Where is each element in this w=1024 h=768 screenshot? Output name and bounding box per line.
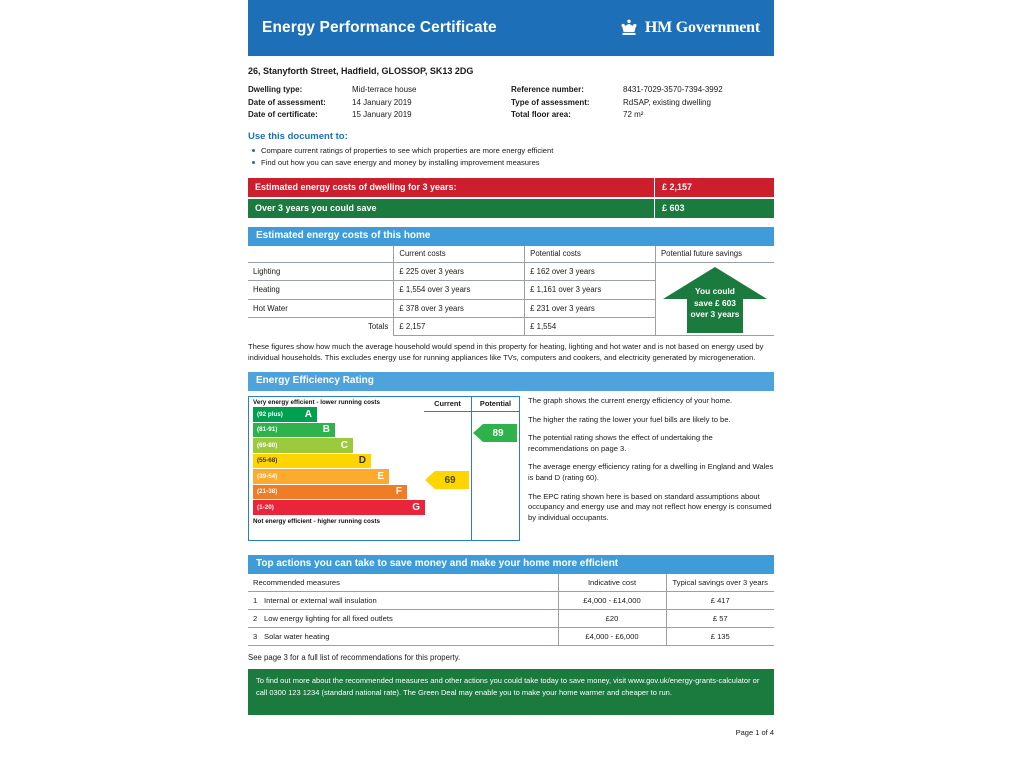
table-header-row [248, 574, 774, 592]
band-letter: B [322, 424, 330, 436]
table-header-row [248, 246, 774, 263]
band-c [253, 438, 353, 453]
hm-government-logo [619, 18, 760, 38]
eer-potential-marker [473, 424, 517, 442]
meta-label: Dwelling type: [248, 85, 303, 94]
band-e [253, 469, 389, 484]
band-range: (39-54) [257, 472, 278, 480]
cost-row-current: £ 1,554 over 3 years [394, 281, 525, 299]
hm-government-text: HM Government [644, 19, 760, 36]
col-header-potential: Potential costs [525, 246, 656, 263]
meta-label: Type of assessment: [511, 97, 590, 107]
eer-current-marker [425, 471, 469, 489]
eer-current-column [424, 396, 472, 541]
meta-row [248, 97, 511, 110]
col-header-future-savings: Potential future savings [655, 246, 774, 263]
eer-bottom-caption: Not energy efficient - higher running costs [253, 517, 380, 525]
cost-row-current: £ 225 over 3 years [394, 263, 525, 281]
col-header-savings: Typical savings over 3 years [666, 574, 774, 592]
band-letter: E [377, 470, 384, 482]
table-row [248, 592, 774, 610]
eer-section [248, 396, 774, 541]
band-range: (1-20) [257, 503, 274, 511]
cost-row-label: Heating [248, 281, 394, 299]
actions-section-title: Top actions you can take to save money and make your home more efficient [248, 555, 774, 574]
eer-section-title: Energy Efficiency Rating [248, 372, 774, 391]
cost-row-current: £ 378 over 3 years [394, 299, 525, 317]
meta-value: 15 January 2019 [352, 110, 412, 119]
eer-paragraph: The graph shows the current energy efficiency of your home. [528, 396, 733, 405]
meta-label: Total floor area: [511, 110, 571, 119]
page-footer: Page 1 of 4 [735, 728, 774, 737]
totals-potential: £ 1,554 [525, 317, 656, 335]
assessment-meta [248, 84, 774, 122]
page-header [248, 0, 774, 56]
band-letter: G [412, 501, 420, 513]
action-savings: £ 57 [666, 610, 774, 628]
band-range: (21-38) [257, 488, 278, 496]
meta-value: 8431-7029-3570-7394-3992 [623, 85, 723, 94]
band-letter: A [304, 408, 312, 420]
page-title: Energy Performance Certificate [262, 19, 497, 36]
arrow-line-2: save £ 603 [694, 297, 736, 308]
banner-label: Estimated energy costs of dwelling for 3 years: [248, 178, 654, 197]
list-item: Compare current ratings of properties to see which properties are more energy efficient [248, 145, 774, 157]
meta-value: Mid-terrace house [352, 85, 417, 94]
band-f [253, 485, 407, 500]
band-range: (55-68) [257, 457, 278, 465]
col-header-blank [248, 246, 394, 263]
action-savings: £ 417 [666, 592, 774, 610]
meta-row [511, 97, 774, 110]
action-measure-text: Internal or external wall insulation [264, 596, 377, 605]
action-measure [248, 610, 558, 628]
savings-arrow-cell [655, 263, 774, 336]
eer-band-list [249, 406, 424, 515]
band-d [253, 454, 371, 469]
banner-value: £ 603 [654, 199, 774, 218]
cost-row-label: Hot Water [248, 299, 394, 317]
eer-top-caption: Very energy efficient - lower running costs [253, 399, 381, 406]
eer-chart-area [248, 396, 520, 541]
band-range: (92 plus) [257, 410, 283, 418]
certificate-sheet [248, 0, 774, 737]
meta-value: 14 January 2019 [352, 97, 412, 107]
cost-row-potential: £ 162 over 3 years [525, 263, 656, 281]
estimated-costs-banner [248, 178, 774, 197]
totals-current: £ 2,157 [394, 317, 525, 335]
meta-value: 72 m² [623, 110, 644, 119]
meta-label: Date of assessment: [248, 97, 326, 107]
action-measure [248, 592, 558, 610]
table-row [248, 628, 774, 646]
potential-savings-banner [248, 199, 774, 218]
action-number: 1 [253, 596, 258, 605]
band-range: (81-91) [257, 426, 278, 434]
arrow-line-3: over 3 years [690, 309, 740, 319]
band-letter: C [340, 439, 348, 451]
estimated-costs-table [248, 246, 774, 337]
meta-column-left [248, 84, 511, 122]
meta-row [511, 84, 774, 97]
eer-paragraph: The potential rating shows the effect of undertaking the recommendations on page 3. [528, 433, 713, 453]
eer-current-value: 69 [444, 474, 456, 486]
action-number: 2 [253, 614, 258, 623]
action-cost: £4,000 - £14,000 [558, 592, 666, 610]
see-page-note: See page 3 for a full list of recommendations for this property. [248, 653, 461, 662]
totals-label: Totals [248, 317, 394, 335]
eer-rating-columns [424, 396, 520, 541]
eer-bands-chart [248, 396, 424, 541]
savings-arrow-text [656, 286, 774, 321]
eer-potential-column [472, 396, 520, 541]
eer-paragraph: The EPC rating shown here is based on standard assumptions about occupancy and energy use and may not reflect how energy is consumed by individual occupants. [528, 491, 772, 522]
meta-row [248, 84, 511, 97]
action-cost: £4,000 - £6,000 [558, 628, 666, 646]
table-row [248, 610, 774, 628]
col-header-cost: Indicative cost [558, 574, 666, 592]
eer-explanation [520, 396, 774, 541]
cost-row-label: Lighting [248, 263, 394, 281]
band-a [253, 407, 317, 422]
action-number: 3 [253, 632, 258, 641]
action-measure [248, 628, 558, 646]
banner-label: Over 3 years you could save [248, 199, 654, 218]
band-range: (69-80) [257, 441, 278, 449]
table-row [248, 263, 774, 281]
meta-column-right [511, 84, 774, 122]
eer-paragraph: The average energy efficiency rating for a dwelling in England and Wales is band D (rating 60). [528, 462, 774, 482]
action-measure-text: Low energy lighting for all fixed outlets [264, 614, 393, 623]
meta-value: RdSAP, existing dwelling [623, 97, 711, 107]
eer-current-header: Current [424, 397, 471, 412]
cost-row-potential: £ 231 over 3 years [525, 299, 656, 317]
use-document-list [248, 145, 774, 169]
eer-paragraph: The higher the rating the lower your fuel bills are likely to be. [528, 414, 731, 424]
action-savings: £ 135 [666, 628, 774, 646]
savings-arrow [656, 263, 774, 335]
crown-icon [619, 18, 639, 38]
banner-value: £ 2,157 [654, 178, 774, 197]
property-address: 26, Stanyforth Street, Hadfield, GLOSSOP, SK13 2DG [248, 66, 474, 76]
meta-label: Reference number: [511, 85, 584, 94]
costs-section-title: Estimated energy costs of this home [248, 227, 774, 246]
action-measure-text: Solar water heating [264, 632, 330, 641]
eer-potential-value: 89 [492, 427, 504, 439]
costs-note: These figures show how much the average household would spend in this property for heating, lighting and hot water and is not based on energy used by individual households. This excludes energy use for running appliances like TVs, computers and cookers, and electricity generated by microgeneration. [248, 342, 764, 362]
band-letter: D [358, 455, 366, 467]
eer-potential-header: Potential [472, 397, 519, 412]
meta-row [511, 109, 774, 122]
cost-row-potential: £ 1,161 over 3 years [525, 281, 656, 299]
meta-label: Date of certificate: [248, 110, 318, 119]
meta-row [248, 109, 511, 122]
top-actions-table [248, 574, 774, 646]
arrow-line-1: You could [695, 286, 735, 296]
col-header-measures: Recommended measures [248, 574, 558, 592]
band-b [253, 423, 335, 438]
action-cost: £20 [558, 610, 666, 628]
list-item: Find out how you can save energy and money by installing improvement measures [248, 157, 774, 169]
green-deal-box: To find out more about the recommended measures and other actions you could take today to save money, visit www.gov.uk/energy-grants-calculator or call 0300 123 1234 (standard national rate). The Green Deal may enable you to make your home warmer and cheaper to run. [248, 669, 774, 715]
band-g [253, 500, 425, 515]
band-letter: F [395, 486, 402, 498]
col-header-current: Current costs [394, 246, 525, 263]
use-document-title: Use this document to: [248, 130, 348, 142]
